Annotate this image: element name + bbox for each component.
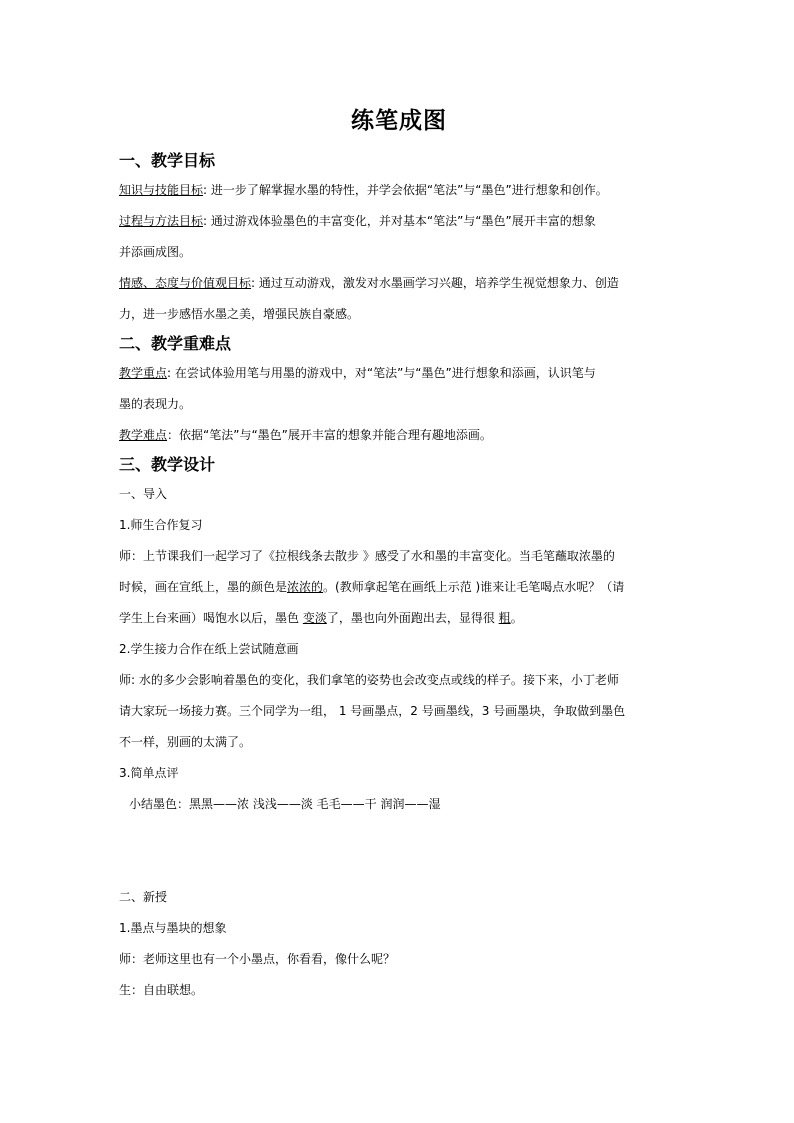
goal-knowledge [119,175,679,206]
section-heading-design: 三、教学设计 [119,455,216,474]
goal-emotion [119,268,679,299]
paragraph-1-line-1: 师：上节课我们一起学习了《拉根线条去散步 》感受了水和墨的丰富变化。当毛笔蘸取浓墨的 [119,549,615,563]
difficulty-point [119,420,679,451]
key-point [119,358,679,389]
goal-emotion-text-1: : 通过互动游戏，激发对水墨画学习兴趣，培养学生视觉想象力、创造 [251,276,619,290]
paragraph-2-line-1: 师: 水的多少会影响着墨色的变化，我们拿笔的姿势也会改变点或线的样子。接下来，小丁老师 [119,673,619,687]
goal-knowledge-text: : 进一步了解掌握水墨的特性，并学会依据“笔法”与“墨色”进行想象和创作。 [203,183,608,197]
underlined-lighter: 变淡 [302,611,327,625]
key-point-text-1: : 在尝试体验用笔与用墨的游戏中，对“笔法”与“墨色”进行想象和添画，认识笔与 [167,366,596,380]
paragraph-1-line-3 [119,603,679,634]
difficulty-label: 教学难点 [119,428,168,442]
student-answer: 生：自由联想。 [119,983,204,997]
summary-ink-colors: 小结墨色：黑黑——浓 浅浅——淡 毛毛——干 润润——湿 [129,797,441,811]
goal-process-text-1: : 通过游戏体验墨色的丰富变化，并对基本“笔法”与“墨色”展开丰富的想象 [203,214,596,228]
document-title: 练笔成图 [351,107,447,134]
paragraph-2-line-2: 请大家玩一场接力赛。三个同学为一组， 1 号画墨点，2 号画墨线，3 号画墨块，争取做到墨色 [119,704,626,718]
goal-emotion-label: 情感、态度与价值观目标 [119,276,252,290]
difficulty-text: ：依据“笔法”与“墨色”展开丰富的想象并能合理有趣地添画。 [167,428,492,442]
step-2: 2.学生接力合作在纸上尝试随意画 [119,642,299,656]
spacer [119,820,679,882]
subheading-new-lesson: 二、新授 [119,890,168,904]
text-span: 。(教师拿起笔在画纸上示范 )谁来让毛笔喝点水呢？（请 [323,580,625,594]
underlined-coarse: 粗 [498,611,511,625]
goal-process-label: 过程与方法目标 [119,214,204,228]
text-span: 时候，画在宣纸上，墨的颜色是 [119,580,288,594]
text-span: 学生上台来画）喝饱水以后，墨色 [119,611,303,625]
step-1: 1.师生合作复习 [119,518,203,532]
key-point-label: 教学重点 [119,366,168,380]
text-span: 。 [510,611,523,625]
teacher-question: 师：老师这里也有一个小墨点，你看看，像什么呢？ [119,952,396,966]
goal-knowledge-label: 知识与技能目标 [119,183,204,197]
new-step-1: 1.墨点与墨块的想象 [119,921,227,935]
step-3: 3.简单点评 [119,766,179,780]
paragraph-1-line-2 [119,572,679,603]
document-page [119,96,679,1006]
goal-process-continued: 并添画成图。 [119,245,192,259]
paragraph-2-line-3: 不一样，别画的太满了。 [119,735,252,749]
goal-process [119,206,679,237]
subheading-intro: 一、导入 [119,487,168,501]
section-heading-goals: 一、教学目标 [119,151,216,170]
section-heading-key-points: 二、教学重难点 [119,334,232,353]
key-point-continued: 墨的表现力。 [119,397,192,411]
goal-emotion-continued: 力，进一步感悟水墨之美，增强民族自豪感。 [119,307,360,321]
underlined-thick: 浓浓的 [287,580,324,594]
text-span: 了，墨也向外面跑出去，显得很 [326,611,499,625]
